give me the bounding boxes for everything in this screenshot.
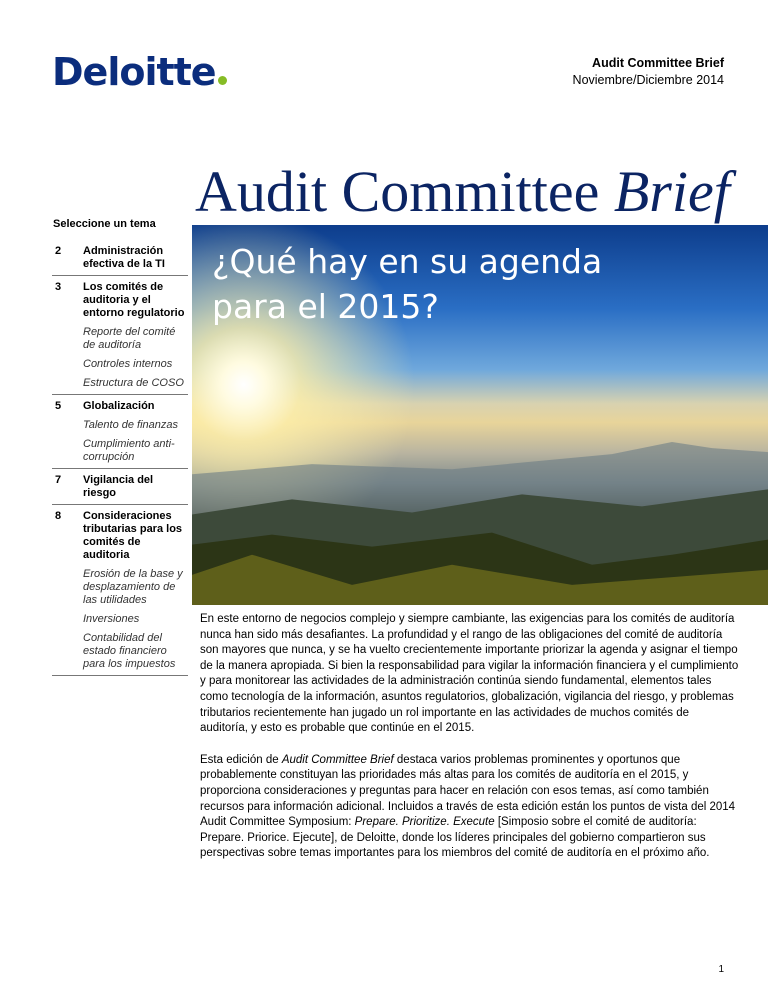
toc-subitem[interactable]: Inversiones <box>83 613 140 625</box>
toc-item-label: Consideraciones tributarias para los comités de auditoria <box>83 510 183 561</box>
paragraph-1: En este entorno de negocios complejo y siempre cambiante, las exigencias para los comités de auditoría nunca han sido más desafiantes. La profundidad y el rango de las obligaciones del comité de auditoría son mayores que nunca, y se ha vuelto crecientemente importante priorizar la agenda y asignar el tiempo de la manera apropiada. Si bien la responsabilidad para vigilar la información financiera y el cumplimiento y para monitorear las actividades de la administración continúa siendo fundamental, elementos tales como tecnología de la información, asuntos regulatorios, globalización, vigilancia del riesgo, y problemas tributarios recientemente han jugado un rol importante en las actividades de muchos comités de auditoría, y esto es probable que continúe en el 2015. <box>200 613 739 735</box>
toc-page-number: 8 <box>55 510 62 522</box>
toc-item-label: Los comités de auditoria y el entorno regulatorio <box>83 281 185 319</box>
header-title: Audit Committee Brief <box>592 56 724 70</box>
paragraph-2 <box>200 753 740 862</box>
toc-section <box>52 395 188 469</box>
toc-heading: Seleccione un tema <box>53 218 156 230</box>
header-date: Noviembre/Diciembre 2014 <box>572 73 724 87</box>
toc-item[interactable] <box>52 281 188 320</box>
toc-page-number: 5 <box>55 400 62 412</box>
toc-subitem[interactable]: Cumplimiento anti-corrupción <box>83 438 175 463</box>
page-number: 1 <box>718 964 724 975</box>
masthead-title <box>195 158 730 225</box>
toc-item-label: Globalización <box>83 400 155 412</box>
toc-subitem[interactable]: Reporte del comité de auditoría <box>83 326 176 351</box>
p2-italic: Prepare. Prioritize. Execute <box>354 816 495 829</box>
logo-dot <box>218 76 227 85</box>
toc-section <box>52 469 188 505</box>
hero-title-line1: ¿Qué hay en su agenda <box>212 242 603 281</box>
toc-subitem[interactable]: Talento de finanzas <box>83 419 178 431</box>
toc-page-number: 7 <box>55 474 62 486</box>
toc-item[interactable] <box>52 400 188 413</box>
toc-section <box>52 240 188 276</box>
toc-section <box>52 276 188 395</box>
toc-subitem[interactable]: Estructura de COSO <box>83 377 184 389</box>
mountains-graphic <box>192 434 768 605</box>
masthead-main: Audit Committee <box>195 159 614 224</box>
hero-title-line2: para el 2015? <box>212 287 439 326</box>
hero-title <box>212 239 602 329</box>
toc-item[interactable] <box>52 510 188 562</box>
toc-subitem[interactable]: Contabilidad del estado financiero para los impuestos <box>83 632 176 670</box>
toc-item-label: Vigilancia del riesgo <box>83 474 154 499</box>
toc-subitem[interactable]: Controles internos <box>83 358 173 370</box>
header <box>573 55 724 89</box>
deloitte-logo <box>52 50 227 94</box>
p2-text: destaca varios problemas prominentes y oportunos que probablemente constituyan las prioridades más altas para los comités de auditoría en el 2015, y proporciona consideraciones y preguntas para hacer en relación con esos temas, así como también recursos para información adicional. Incluidos a través de esta edición están los puntos de vista del 2014 Audit Committee Symposium: <box>200 753 736 829</box>
table-of-contents <box>52 240 188 676</box>
p2-text: Esta edición de <box>200 753 282 766</box>
toc-page-number: 3 <box>55 281 62 293</box>
masthead-italic: Brief <box>613 159 730 224</box>
toc-subitem[interactable]: Erosión de la base y desplazamiento de las utilidades <box>83 568 183 606</box>
hero-image <box>192 225 768 605</box>
toc-item[interactable] <box>52 245 188 271</box>
body-text <box>200 612 740 878</box>
toc-item-label: Administración efectiva de la TI <box>83 245 165 270</box>
toc-section <box>52 505 188 676</box>
toc-page-number: 2 <box>55 245 62 257</box>
p2-text: [Simposio sobre el comité de auditoría: Prepare. Priorice. Ejecute], de Deloitte, donde los líderes principales del gobierno compartieron sus perspectivas sobre temas importantes para los miembros del comité de auditoría en el próximo año. <box>200 816 710 860</box>
p2-italic: Audit Committee Brief <box>281 753 394 766</box>
logo-text: Deloitte <box>52 50 216 94</box>
toc-item[interactable] <box>52 474 188 500</box>
